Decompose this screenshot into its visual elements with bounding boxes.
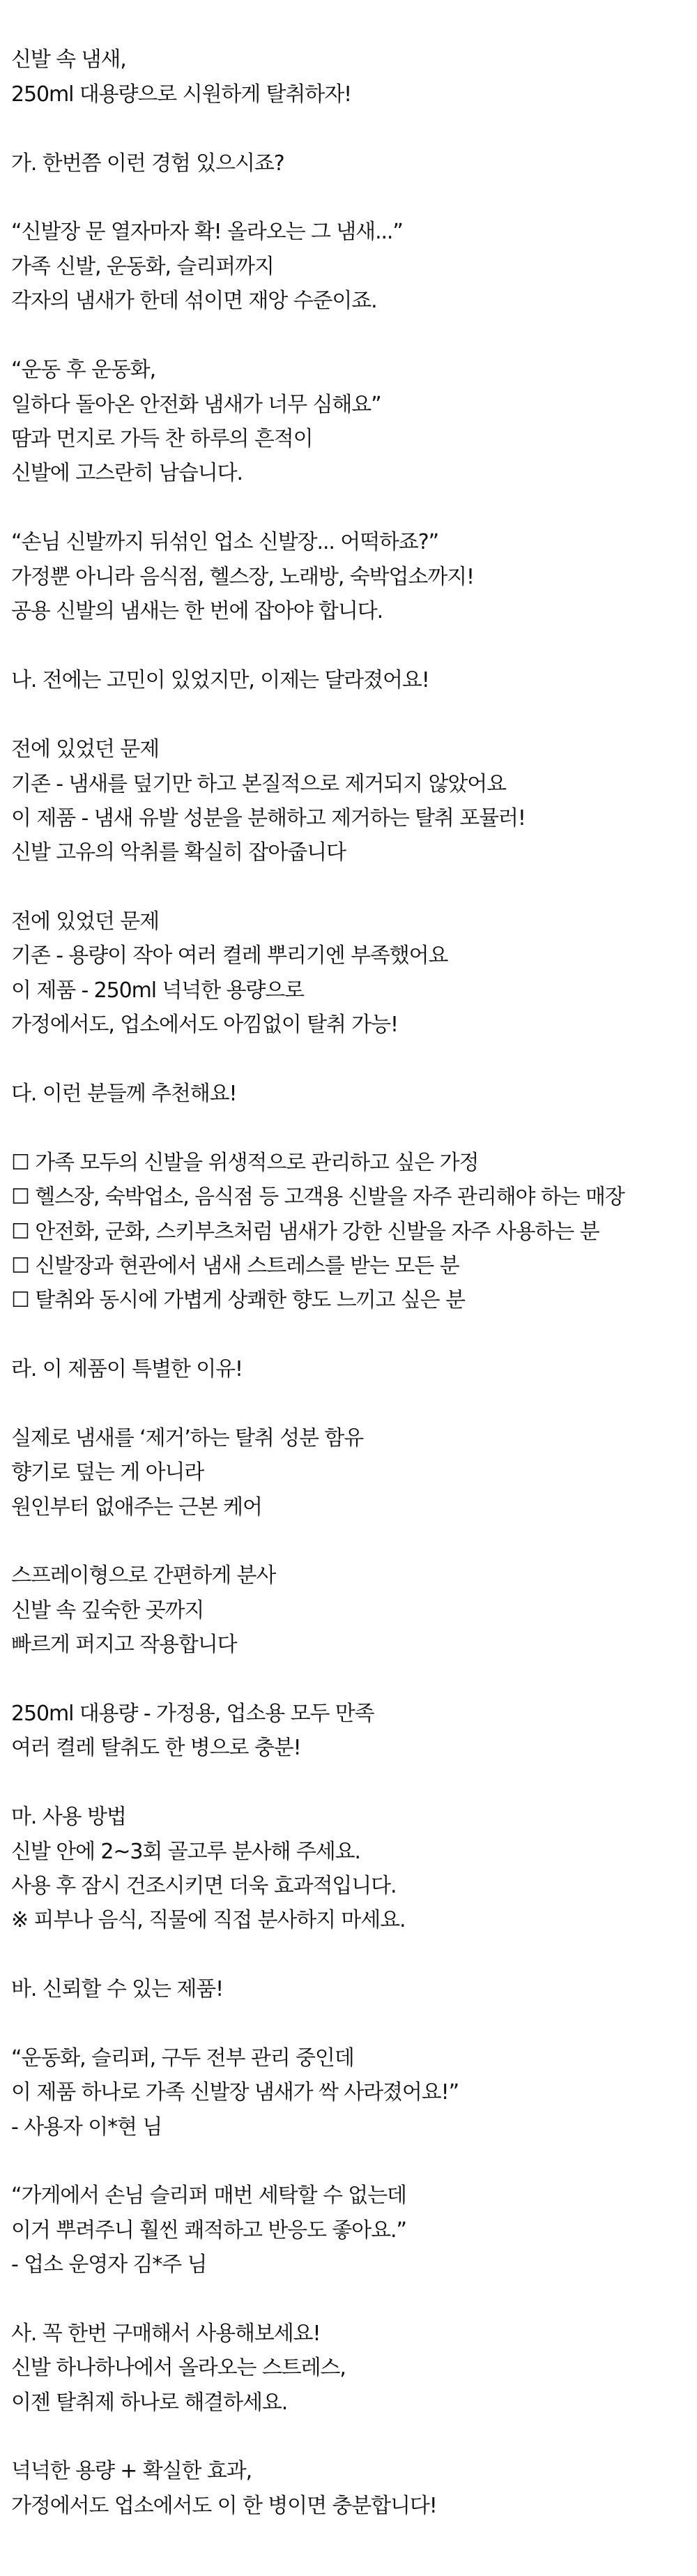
- paragraph-line: 신발에 고스란히 남습니다.: [11, 461, 243, 485]
- paragraph-line: 일하다 돌아온 안전화 냄새가 너무 심해요”: [11, 393, 381, 417]
- paragraph-line: “운동 후 운동화,: [11, 358, 156, 382]
- paragraph-line: 이젠 탈취제 하나로 해결하세요.: [11, 2391, 288, 2415]
- paragraph-line: 신발 하나하나에서 올라오는 스트레스,: [11, 2356, 346, 2380]
- paragraph-line: 공용 신발의 냄새는 한 번에 잡아야 합니다.: [11, 599, 383, 623]
- testimonial-line: 이거 뿌려주니 훨씬 쾌적하고 반응도 좋아요.”: [11, 2218, 406, 2243]
- testimonial-line: “운동화, 슬리퍼, 구두 전부 관리 중인데: [11, 2046, 354, 2070]
- paragraph-line: 빠르게 퍼지고 작용합니다: [11, 1632, 237, 1657]
- closing-line: 가정에서도 업소에서도 이 한 병이면 충분합니다!: [11, 2494, 437, 2518]
- section-heading-ma: 마. 사용 방법: [11, 1805, 126, 1829]
- paragraph-line: 가정뿐 아니라 음식점, 헬스장, 노래방, 숙박업소까지!: [11, 565, 474, 589]
- paragraph-line: 이 제품 - 냄새 유발 성분을 분해하고 제거하는 탈취 포뮬러!: [11, 806, 526, 831]
- testimonial-line: 이 제품 하나로 가족 신발장 냄새가 싹 사라졌어요!”: [11, 2080, 459, 2105]
- paragraph-line: 250ml 대용량 - 가정용, 업소용 모두 만족: [11, 1702, 374, 1726]
- checklist-item: ☐ 가족 모두의 신발을 위생적으로 관리하고 싶은 가정: [11, 1151, 479, 1175]
- testimonial-author: - 업소 운영자 김*주 님: [11, 2252, 207, 2277]
- closing-line: 넉넉한 용량 + 확실한 효과,: [11, 2459, 252, 2483]
- paragraph-line: 스프레이형으로 간편하게 분사: [11, 1563, 276, 1588]
- paragraph-line: 전에 있었던 문제: [11, 737, 160, 762]
- paragraph-line: 기존 - 용량이 작아 여러 켤레 뿌리기엔 부족했어요: [11, 944, 448, 968]
- paragraph-line: 가족 신발, 운동화, 슬리퍼까지: [11, 255, 274, 279]
- testimonial-author: - 사용자 이*현 님: [11, 2115, 162, 2139]
- checklist-item: ☐ 헬스장, 숙박업소, 음식점 등 고객용 신발을 자주 관리해야 하는 매장: [11, 1185, 625, 1209]
- paragraph-line: 향기로 덮는 게 아니라: [11, 1460, 204, 1485]
- paragraph-line: ※ 피부나 음식, 직물에 직접 분사하지 마세요.: [11, 1908, 406, 1932]
- intro-title-line-2: 250ml 대용량으로 시원하게 탈취하자!: [11, 82, 351, 107]
- paragraph-line: 신발 안에 2~3회 골고루 분사해 주세요.: [11, 1840, 360, 1864]
- paragraph-line: 신발 속 깊숙한 곳까지: [11, 1598, 204, 1623]
- section-heading-sa: 사. 꼭 한번 구매해서 사용해보세요!: [11, 2321, 321, 2346]
- paragraph-line: 신발 고유의 악취를 확실히 잡아줍니다: [11, 840, 346, 865]
- paragraph-line: 이 제품 - 250ml 넉넉한 용량으로: [11, 978, 305, 1003]
- section-heading-na: 나. 전에는 고민이 있었지만, 이제는 달라졌어요!: [11, 668, 429, 692]
- checklist-item: ☐ 탈취와 동시에 가볍게 상쾌한 향도 느끼고 싶은 분: [11, 1288, 465, 1312]
- checklist-item: ☐ 신발장과 현관에서 냄새 스트레스를 받는 모든 분: [11, 1254, 459, 1278]
- paragraph-line: “손님 신발까지 뒤섞인 업소 신발장... 어떡하죠?”: [11, 530, 439, 554]
- paragraph-line: 땀과 먼지로 가득 찬 하루의 흔적이: [11, 427, 313, 451]
- paragraph-line: 각자의 냄새가 한데 섞이면 재앙 수준이죠.: [11, 289, 377, 313]
- section-heading-ga: 가. 한번쯤 이런 경험 있으시죠?: [11, 151, 284, 176]
- paragraph-line: 가정에서도, 업소에서도 아낌없이 탈취 가능!: [11, 1013, 398, 1037]
- paragraph-line: 여러 켤레 탈취도 한 병으로 충분!: [11, 1736, 301, 1760]
- section-heading-ra: 라. 이 제품이 특별한 이유!: [11, 1357, 243, 1381]
- paragraph-line: 원인부터 없애주는 근본 케어: [11, 1495, 262, 1520]
- intro-title-line-1: 신발 속 냄새,: [11, 47, 126, 72]
- testimonial-line: “가게에서 손님 슬리퍼 매번 세탁할 수 없는데: [11, 2183, 406, 2208]
- paragraph-line: 실제로 냄새를 ‘제거’하는 탈취 성분 함유: [11, 1426, 364, 1450]
- checklist-item: ☐ 안전화, 군화, 스키부츠처럼 냄새가 강한 신발을 자주 사용하는 분: [11, 1220, 599, 1244]
- paragraph-line: 전에 있었던 문제: [11, 909, 160, 934]
- section-heading-ba: 바. 신뢰할 수 있는 제품!: [11, 1977, 224, 2001]
- paragraph-line: “신발장 문 열자마자 확! 올라오는 그 냄새...”: [11, 220, 403, 244]
- paragraph-line: 사용 후 잠시 건조시키면 더욱 효과적입니다.: [11, 1874, 397, 1898]
- paragraph-line: 기존 - 냄새를 덮기만 하고 본질적으로 제거되지 않았어요: [11, 772, 507, 796]
- section-heading-da: 다. 이런 분들께 추천해요!: [11, 1082, 237, 1106]
